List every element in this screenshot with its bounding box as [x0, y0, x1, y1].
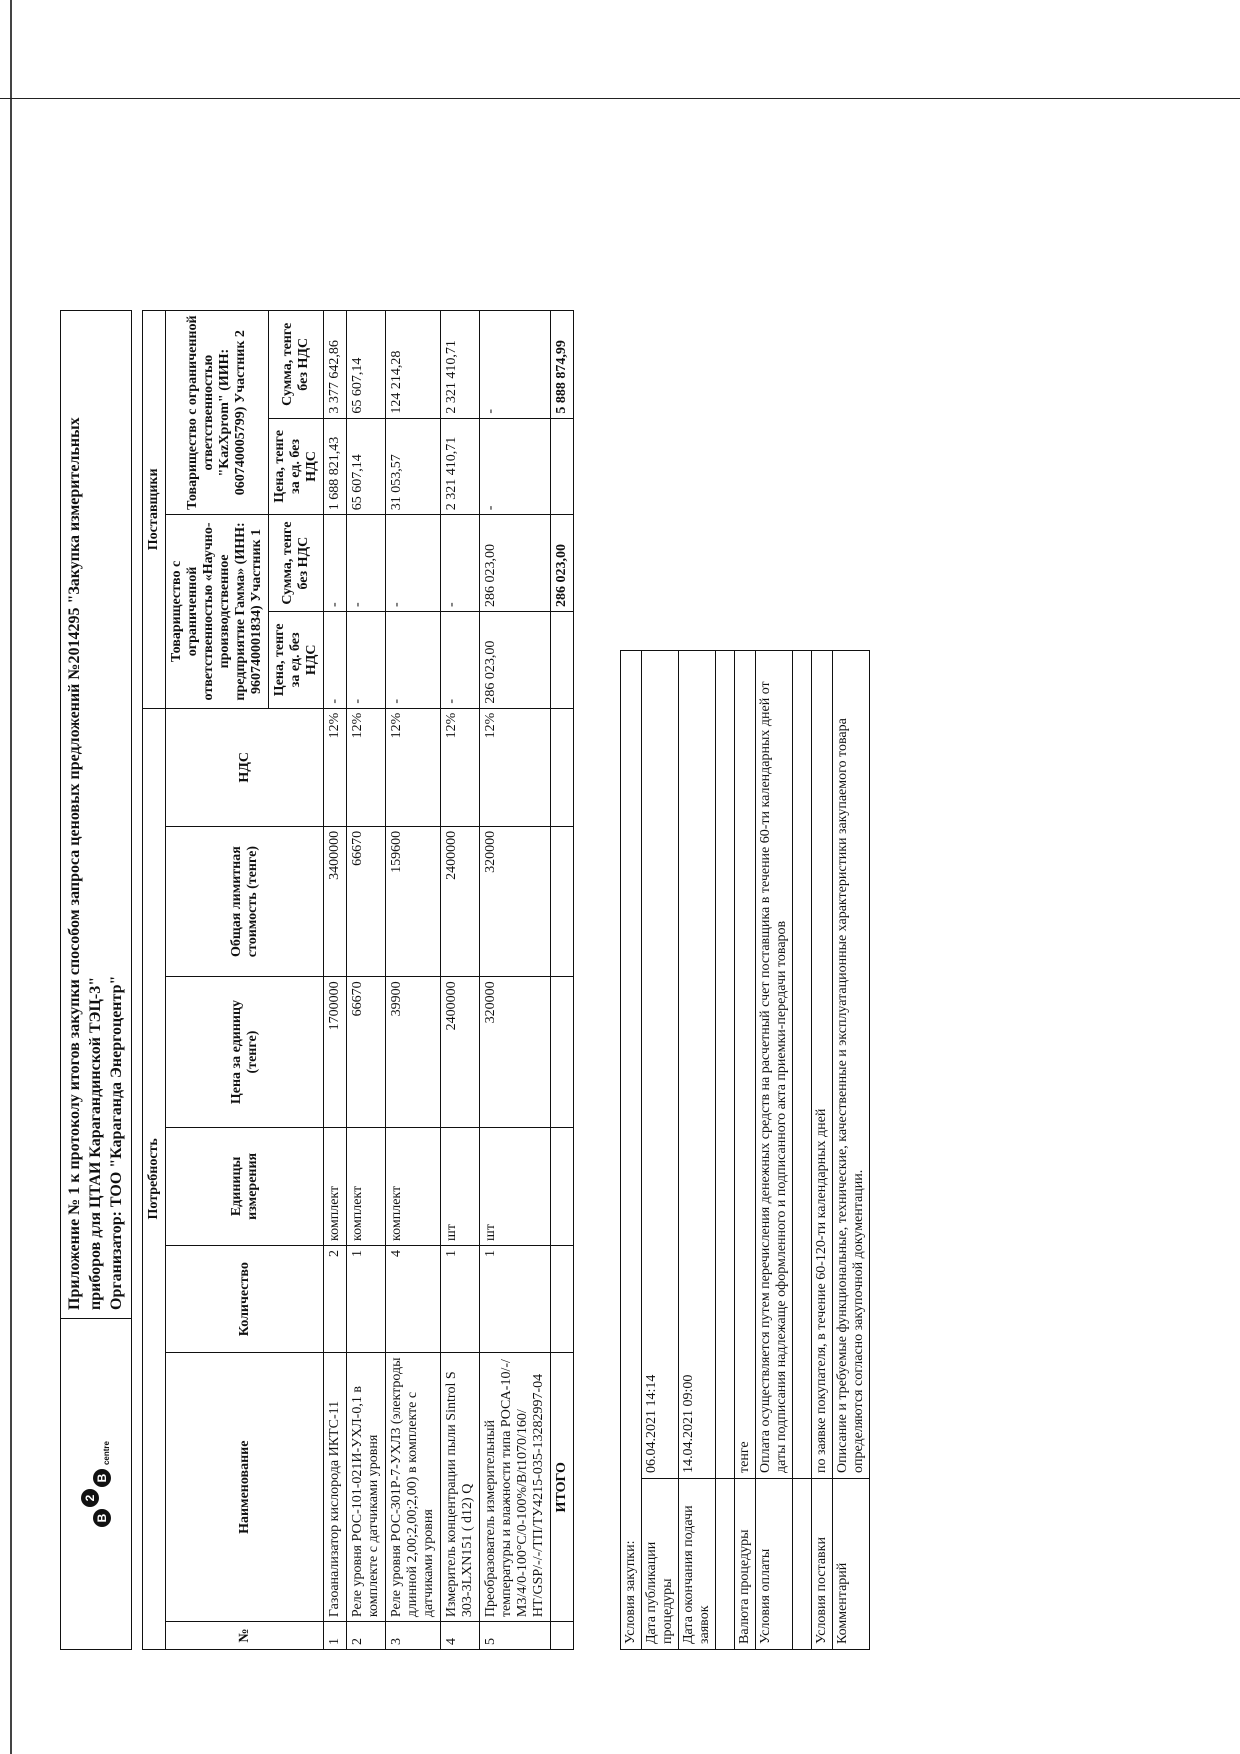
col-price: Цена за единицу (тенге): [166, 977, 324, 1127]
table-row: [441, 311, 480, 1650]
end-date-label: Дата окончания подачи заявок: [679, 1479, 716, 1650]
row-vat: 12%: [386, 708, 441, 826]
row-s1-sum: -: [441, 515, 480, 612]
header-line-2: приборов для ЦТАИ Карагандинской ТЭЦ-3": [86, 976, 104, 1310]
row-s2-sum: 65 607,14: [347, 311, 386, 419]
s1-sum-header: Сумма, тенге без НДС: [269, 515, 324, 612]
table-row: [324, 311, 347, 1650]
results-table: [142, 310, 574, 1650]
row-price: 1700000: [324, 977, 347, 1127]
pub-date-value: 06.04.2021 14:14: [642, 651, 679, 1479]
row-s1-sum: 286 023,00: [480, 515, 551, 612]
delivery-value: по заявке покупателя, в течение 60-120-ти календарных дней: [812, 651, 833, 1479]
row-s2-price: -: [480, 418, 551, 515]
row-s1-price: 286 023,00: [480, 611, 551, 708]
col-vat: НДС: [166, 708, 324, 826]
row-vat: 12%: [441, 708, 480, 826]
currency-label: Валюта процедуры: [735, 1479, 756, 1650]
supplier-1-header: Товарищество с ограниченной ответственностью «Научно-производственное предприятие Гамма» (ИНН: 960740001834) Участник 1: [166, 515, 269, 708]
row-s2-price: 31 053,57: [386, 418, 441, 515]
row-unit: шт: [480, 1127, 551, 1245]
rotated-document: [60, 310, 1060, 1650]
col-total: Общая лимитная стоимость (тенге): [166, 826, 324, 976]
row-s1-sum: -: [347, 515, 386, 612]
row-no: 5: [480, 1622, 551, 1650]
document-header: [60, 310, 132, 1650]
row-name: Реле уровня РОС-301Р-7-УХЛ3 (электроды длинной 2,00;2,00;2,00) в комплекте с датчиками уровня: [386, 1353, 441, 1622]
row-name: Измеритель концентрации пыли Sintrol S 303-3LXN151 ( d12) Q: [441, 1353, 480, 1622]
row-unit: комплект: [386, 1127, 441, 1245]
row-price: 66670: [347, 977, 386, 1127]
total-s1: 286 023,00: [551, 515, 574, 612]
row-s2-sum: 3 377 642,86: [324, 311, 347, 419]
row-unit: комплект: [324, 1127, 347, 1245]
row-name: Реле уровня РОС-101-021И-УХЛ-0,1 в комплекте с датчиками уровня: [347, 1353, 386, 1622]
conditions-title: Условия закупки:: [621, 651, 642, 1650]
row-total: 159600: [386, 826, 441, 976]
row-price: 320000: [480, 977, 551, 1127]
header-line-3: Организатор: ТОО "Караганда Энергоцентр": [107, 975, 125, 1310]
total-row: [551, 311, 574, 1650]
header-text: [61, 311, 131, 1318]
row-vat: 12%: [324, 708, 347, 826]
col-unit: Единицы измерения: [166, 1127, 324, 1245]
logo-b-circle-2: B: [93, 1469, 111, 1487]
row-s1-price: -: [441, 611, 480, 708]
conditions-table: [620, 650, 870, 1650]
row-s1-price: -: [347, 611, 386, 708]
row-no: 4: [441, 1622, 480, 1650]
row-s2-price: 1 688 821,43: [324, 418, 347, 515]
payment-value: Оплата осуществляется путем перечисления денежных средств на расчетный счет поставщика в течение 60-ти календарных дней от даты подписания надлежаще оформленного и подписанного акта приемки-передачи товаров: [756, 651, 793, 1479]
comment-value: Описание и требуемые функциональные, технические, качественные и эксплуатационные характеристики закупаемого товара определяются согласно закупочной документации.: [833, 651, 870, 1479]
col-name: Наименование: [166, 1353, 324, 1622]
row-qty: 1: [480, 1245, 551, 1352]
scan-edge-line: [10, 0, 12, 1754]
row-unit: комплект: [347, 1127, 386, 1245]
table-row: [480, 311, 551, 1650]
row-total: 3400000: [324, 826, 347, 976]
row-qty: 4: [386, 1245, 441, 1352]
row-s2-price: 2 321 410,71: [441, 418, 480, 515]
row-s1-price: -: [324, 611, 347, 708]
s1-price-header: Цена, тенге за ед. без НДС: [269, 611, 324, 708]
header-line-1: Приложение № 1 к протоколу итогов закупки способом запроса ценовых предложений №2014295 "Закупка измерительных: [66, 417, 83, 1310]
table-row: [347, 311, 386, 1650]
payment-label: Условия оплаты: [756, 1479, 793, 1650]
supplier-2-header: Товарищество с ограниченной ответственностью "KazXprom" (ИИН: 060740005799) Участник 2: [166, 311, 269, 515]
col-qty: Количество: [166, 1245, 324, 1352]
row-no: 3: [386, 1622, 441, 1650]
row-total: 320000: [480, 826, 551, 976]
s2-sum-header: Сумма, тенге без НДС: [269, 311, 324, 419]
row-name: Газоанализатор кислорода ИКТС-11: [324, 1353, 347, 1622]
row-s1-price: -: [386, 611, 441, 708]
row-s2-sum: 124 214,28: [386, 311, 441, 419]
row-price: 39900: [386, 977, 441, 1127]
col-no: №: [166, 1622, 324, 1650]
table-row: [386, 311, 441, 1650]
row-no: 1: [324, 1622, 347, 1650]
row-no: 2: [347, 1622, 386, 1650]
comment-label: Комментарий: [833, 1479, 870, 1650]
logo-b-circle-1: B: [93, 1509, 111, 1527]
logo-text: centre: [102, 1441, 112, 1466]
row-qty: 1: [441, 1245, 480, 1352]
pub-date-label: Дата публикации процедуры: [642, 1479, 679, 1650]
row-vat: 12%: [480, 708, 551, 826]
total-s2: 5 888 874,99: [551, 311, 574, 419]
currency-value: тенге: [735, 651, 756, 1479]
b2b-center-logo: [61, 1318, 131, 1649]
row-name: Преобразователь измерительный температуры и влажности типа РОСА-10/-/М3/4/0-100°С/0-100%/В/t1070/160/НТ/GSP/-/-/ТП/ТУ4215-035-13282997-04: [480, 1353, 551, 1622]
row-s2-sum: -: [480, 311, 551, 419]
end-date-value: 14.04.2021 09:00: [679, 651, 716, 1479]
group-need: Потребность: [143, 708, 166, 1649]
s2-price-header: Цена, тенге за ед. без НДС: [269, 418, 324, 515]
row-vat: 12%: [347, 708, 386, 826]
row-s2-price: 65 607,14: [347, 418, 386, 515]
scan-fold-line: [0, 98, 1240, 99]
row-s1-sum: -: [386, 515, 441, 612]
row-s2-sum: 2 321 410,71: [441, 311, 480, 419]
row-price: 2400000: [441, 977, 480, 1127]
row-qty: 2: [324, 1245, 347, 1352]
row-total: 66670: [347, 826, 386, 976]
logo-2-circle: 2: [81, 1489, 99, 1507]
row-total: 2400000: [441, 826, 480, 976]
group-suppliers: Поставщики: [143, 311, 166, 709]
delivery-label: Условия поставки: [812, 1479, 833, 1650]
row-unit: шт: [441, 1127, 480, 1245]
row-s1-sum: -: [324, 515, 347, 612]
total-label: ИТОГО: [551, 1353, 574, 1622]
row-qty: 1: [347, 1245, 386, 1352]
